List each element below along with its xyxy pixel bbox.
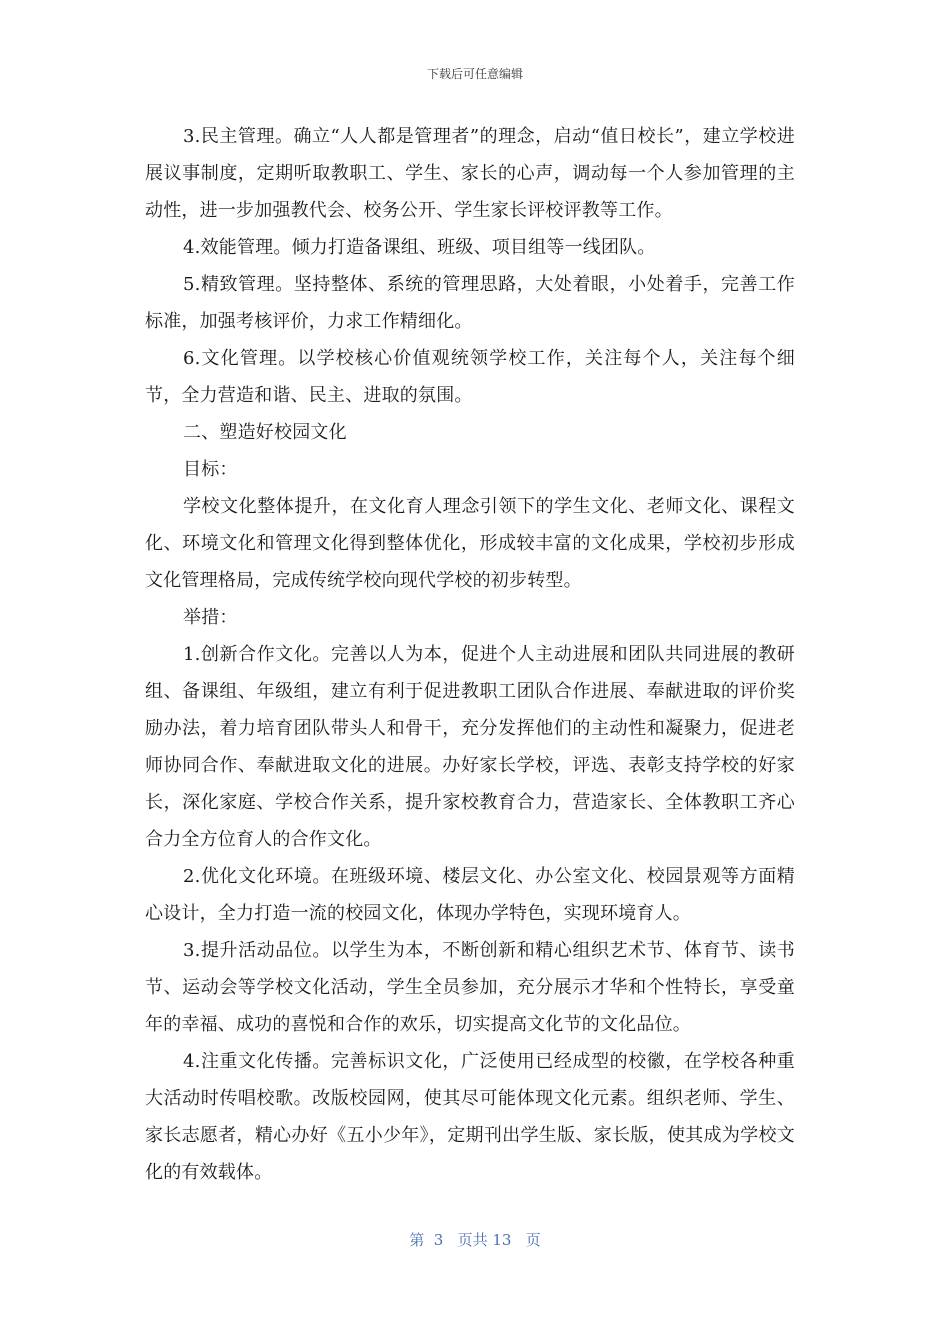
- paragraph-activity-quality: 3.提升活动品位。以学生为本，不断创新和精心组织艺术节、体育节、读书节、运动会等学校文化活动，学生全员参加，充分展示才华和个性特长，享受童年的幸福、成功的喜悦和合作的欢乐，切实提高文化节的文化品位。: [145, 940, 795, 1035]
- paragraph-goal: 学校文化整体提升，在文化育人理念引领下的学生文化、老师文化、课程文化、环境文化和管理文化得到整体优化，形成较丰富的文化成果，学校初步形成文化管理格局，完成传统学校向现代学校的初步转型。: [145, 496, 795, 591]
- label-measures: 举措：: [183, 607, 238, 628]
- paragraph-refined-management: 5.精致管理。坚持整体、系统的管理思路，大处着眼，小处着手，完善工作标准，加强考核评价，力求工作精细化。: [145, 274, 795, 332]
- paragraph-culture-management: 6.文化管理。以学校核心价值观统领学校工作，关注每个人，关注每个细节，全力营造和谐、民主、进取的氛围。: [145, 348, 795, 406]
- paragraph-culture-spread: 4.注重文化传播。完善标识文化，广泛使用已经成型的校徽，在学校各种重大活动时传唱校歌。改版校园网，使其尽可能体现文化元素。组织老师、学生、家长志愿者，精心办好《五小少年》，定期刊出学生版、家长版，使其成为学校文化的有效载体。: [145, 1051, 795, 1183]
- paragraph-culture-environment: 2.优化文化环境。在班级环境、楼层文化、办公室文化、校园景观等方面精心设计，全力打造一流的校园文化，体现办学特色，实现环境育人。: [145, 866, 795, 924]
- page-header: 下载后可任意编辑: [426, 67, 523, 81]
- section-heading-campus-culture: 二、塑造好校园文化: [183, 422, 347, 443]
- document-body: [145, 118, 795, 1191]
- paragraph-democratic-management: 3.民主管理。确立“人人都是管理者”的理念，启动“值日校长”，建立学校进展议事制度，定期听取教职工、学生、家长的心声，调动每一个人参加管理的主动性，进一步加强教代会、校务公开、学生家长评校评教等工作。: [145, 126, 795, 221]
- paragraph-cooperation-culture: 1.创新合作文化。完善以人为本，促进个人主动进展和团队共同进展的教研组、备课组、年级组，建立有利于促进教职工团队合作进展、奉献进取的评价奖励办法，着力培育团队带头人和骨干，充分发挥他们的主动性和凝聚力，促进老师协同合作、奉献进取文化的进展。办好家长学校，评选、表彰支持学校的好家长，深化家庭、学校合作关系，提升家校教育合力，营造家长、全体教职工齐心合力全方位育人的合作文化。: [145, 644, 795, 850]
- label-goal: 目标：: [183, 459, 238, 480]
- page-number-footer: 第 3 页共 13 页: [409, 1231, 541, 1249]
- paragraph-efficiency-management: 4.效能管理。倾力打造备课组、班级、项目组等一线团队。: [183, 237, 656, 258]
